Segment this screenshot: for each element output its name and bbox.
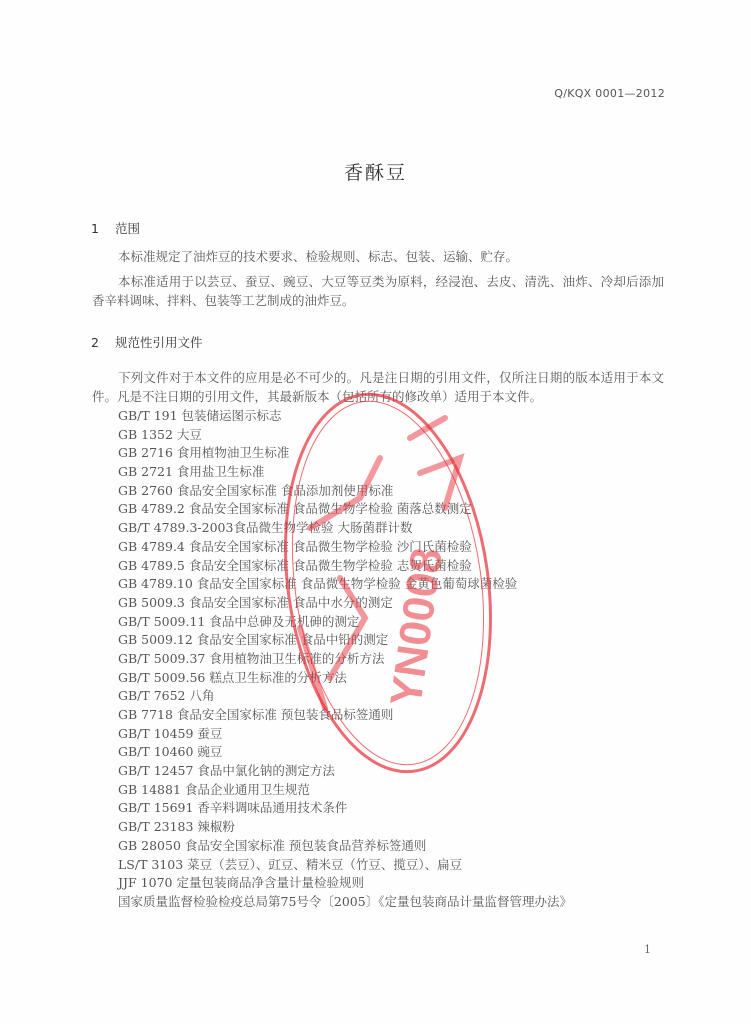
paragraph: 本标准规定了油炸豆的技术要求、检验规则、标志、包装、运输、贮存。 (118, 249, 519, 264)
document-title: 香酥豆 (343, 162, 407, 184)
section-number: 1 (91, 221, 99, 236)
reference-item: GB/T 5009.37 食用植物油卫生标准的分析方法 (118, 650, 385, 666)
section-title: 范围 (114, 221, 140, 236)
reference-item: GB 28050 食品安全国家标准 预包装食品营养标签通则 (118, 837, 427, 853)
reference-item: GB 14881 食品企业通用卫生规范 (118, 781, 310, 797)
section-title: 规范性引用文件 (114, 335, 203, 350)
reference-item: GB/T 10460 豌豆 (118, 744, 223, 760)
document-code: Q/KQX 0001—2012 (554, 87, 665, 100)
reference-item: LS/T 3103 菜豆（芸豆）、豇豆、精米豆（竹豆、揽豆）、扁豆 (118, 856, 463, 872)
reference-item: GB/T 10459 蚕豆 (118, 725, 223, 741)
reference-item: GB 7718 食品安全国家标准 预包装食品标签通则 (118, 707, 394, 722)
reference-item: GB/T 7652 八角 (118, 688, 215, 704)
reference-item: GB/T 5009.11 食品中总砷及无机砷的测定 (118, 613, 360, 629)
reference-item: 国家质量监督检验检疫总局第75号令〔2005〕《定量包装商品计量监督管理办法》 (118, 893, 572, 909)
reference-item: GB/T 191 包装储运图示标志 (118, 408, 282, 423)
reference-item: GB 4789.5 食品安全国家标准 食品微生物学检验 志贺氏菌检验 (118, 557, 472, 573)
reference-item: JJF 1070 定量包装商品净含量计量检验规则 (118, 875, 364, 891)
reference-item: GB/T 4789.3-2003食品微生物学检验 大肠菌群计数 (118, 520, 413, 536)
reference-item: GB 4789.10 食品安全国家标准 食品微生物学检验 金黄色葡萄球菌检验 (118, 576, 518, 592)
reference-list (118, 407, 572, 912)
reference-item: GB 1352 大豆 (118, 426, 202, 442)
reference-item: GB 2760 食品安全国家标准 食品添加剂使用标准 (118, 482, 394, 498)
reference-item: GB 5009.12 食品安全国家标准 食品中铅的测定 (118, 632, 389, 648)
reference-item: GB/T 15691 香辛料调味品通用技术条件 (118, 800, 348, 816)
paragraph: 下列文件对于本文件的应用是必不可少的。凡是注日期的引用文件，仅所注日期的版本适用于本文件。凡是不注日期的引用文件，其最新版本（包括所有的修改单）适用于本文件。 (92, 370, 664, 404)
section-number: 2 (91, 335, 99, 350)
stamp-code: YN0008 (381, 545, 453, 710)
reference-item: GB 5009.3 食品安全国家标准 食品中水分的测定 (118, 594, 393, 610)
reference-item: GB 4789.2 食品安全国家标准 食品微生物学检验 菌落总数测定 (118, 501, 472, 517)
reference-item: GB/T 23183 辣椒粉 (118, 819, 235, 835)
section-heading-scope (91, 219, 140, 237)
paragraph: 本标准适用于以芸豆、蚕豆、豌豆、大豆等豆类为原料，经浸泡、去皮、清洗、油炸、冷却后添加香辛料调味、拌料、包装等工艺制成的油炸豆。 (92, 274, 664, 308)
reference-item: GB/T 12457 食品中氯化钠的测定方法 (118, 763, 335, 779)
reference-item: GB 4789.4 食品安全国家标准 食品微生物学检验 沙门氏菌检验 (118, 538, 472, 554)
reference-item: GB 2721 食用盐卫生标准 (118, 464, 265, 480)
page-number: 1 (644, 943, 651, 956)
reference-item: GB 2716 食用植物油卫生标准 (118, 445, 290, 461)
reference-item: GB/T 5009.56 糕点卫生标准的分析方法 (118, 669, 347, 685)
section-heading-normative-references (91, 333, 203, 351)
